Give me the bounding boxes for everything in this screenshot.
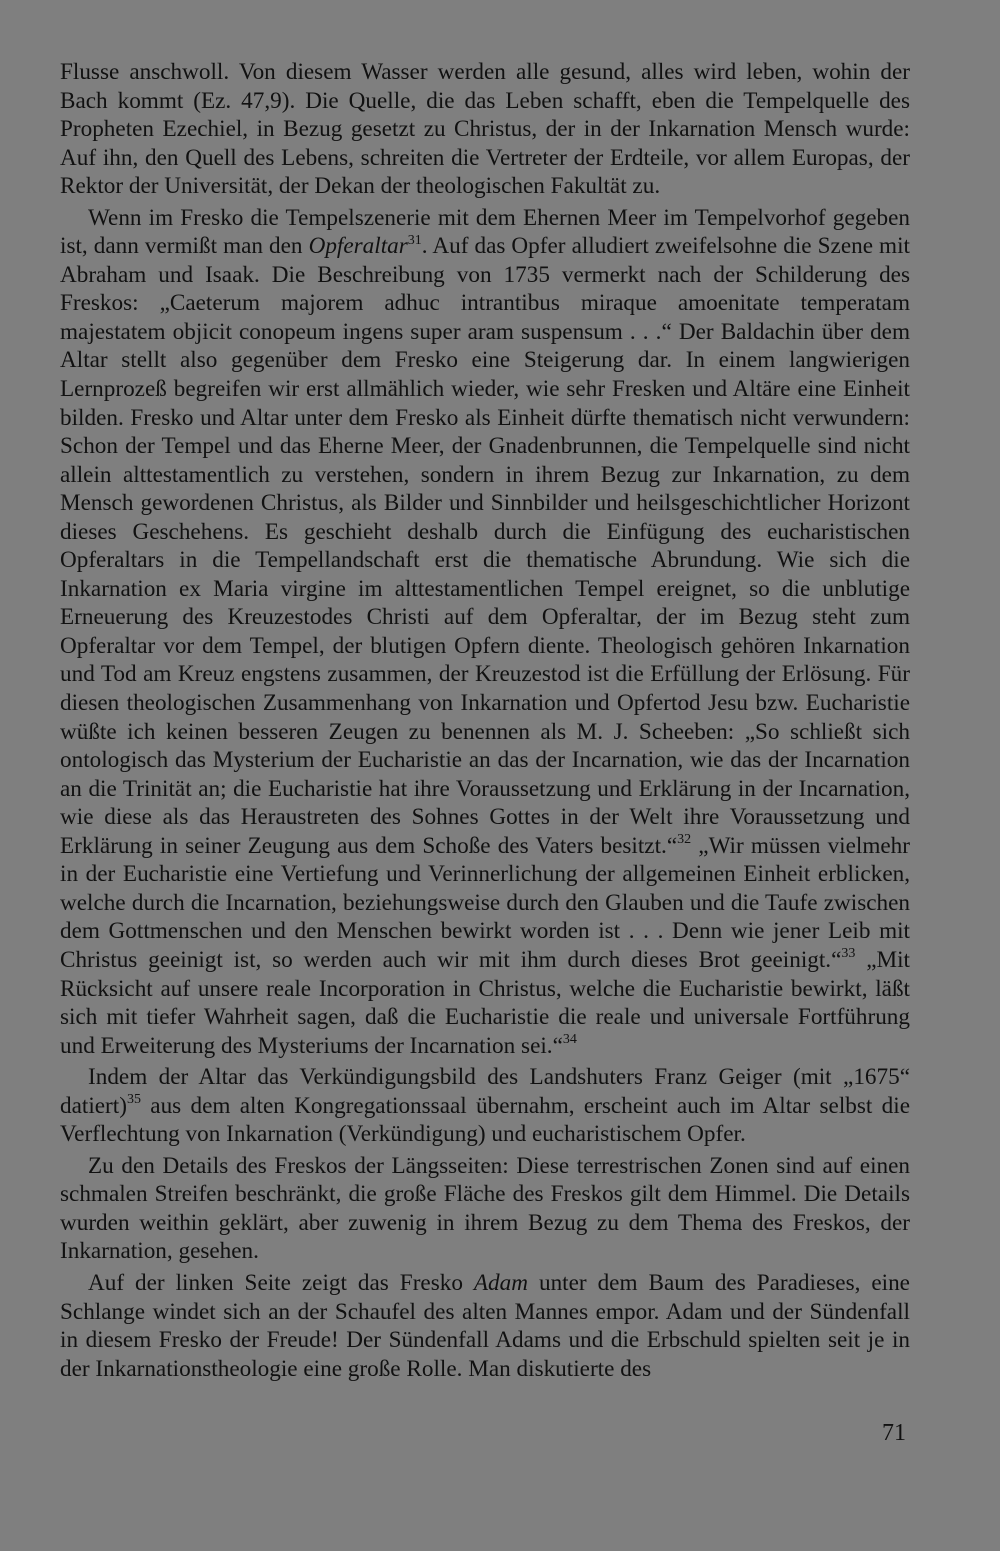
paragraph-2-text-b: . Auf das Opfer alludiert zweifelsohne die Szene mit Abraham und Isaak. Die Beschreibung von 1735 vermerkt nach der Schilderung des Freskos: „Caeterum majorem adhuc intrantibus miraque amoenitate temperatam majestatem objicit conopeum ingens super aram suspensum . . .“ Der Baldachin über dem Altar stellt also gegenüber dem Fresko eine Steigerung dar. In einem langwierigen Lernprozeß begreifen wir erst allmählich wieder, wie sehr Fresken und Altäre eine Einheit bilden. Fresko und Altar unter dem Fresko als Einheit dürfte thematisch nicht verwundern: Schon der Tempel und das Eherne Meer, der Gnadenbrunnen, die Tempelquelle sind nicht allein alttestamentlich zu verstehen, sondern in ihrem Bezug zur Inkarnation, zu dem Mensch gewordenen Christus, als Bilder und Sinnbilder und heilsgeschichtlicher Horizont dieses Geschehens. Es geschieht deshalb durch die Einfügung des eucharistischen Opferaltars in die Tempellandschaft erst die thematische Abrundung. Wie sich die Inkarnation ex Maria virgine im alttestamentlichen Tempel ereignet, so die unblutige Erneuerung des Kreuzestodes Christi auf dem Opferaltar, der im Bezug steht zum Opferaltar vor dem Tempel, der blutigen Opfern diente. Theologisch gehören Inkarnation und Tod am Kreuz engstens zusammen, der Kreuzestod ist die Erfüllung der Erlösung. Für diesen theologischen Zusammenhang von Inkarnation und Opfertod Jesu bzw. Eucharistie wüßte ich keinen besseren Zeugen zu benennen als M. J. Scheeben: „So schließt sich ontologisch das Mysterium der Eucharistie an das der Incarnation, wie das der Incarnation an die Trinität an; die Eucharistie hat ihre Voraussetzung und Erklärung in der Incarnation, wie diese als das Heraustreten des Sohnes Gottes in der Welt ihre Voraussetzung und Erklärung in seiner Zeugung aus dem Schoße des Vaters besitzt.“ — [60, 233, 910, 859]
paragraph-4 — [60, 1152, 910, 1266]
paragraph-1 — [60, 58, 910, 201]
page-body — [60, 58, 910, 1383]
page-number: 71 — [882, 1420, 906, 1446]
paragraph-5-text-b: unter dem Baum des Paradieses, eine Schlange windet sich an der Schaufel des alten Mannes empor. Adam und der Sündenfall in diesem Fresko der Freude! Der Sündenfall Adams und die Erbschuld spielten seit je in der Inkarnationstheologie eine große Rolle. Man diskutierte des — [60, 1269, 910, 1382]
paragraph-4-text: Zu den Details des Freskos der Längsseiten: Diese terrestrischen Zonen sind auf einen schmalen Streifen beschränkt, die große Fläche des Freskos gilt dem Himmel. Die Details wurden weithin geklärt, aber zuwenig in ihrem Bezug zu dem Thema des Freskos, der Inkarnation, gesehen. — [60, 1152, 910, 1265]
paragraph-2-text-c: „Wir müssen vielmehr in der Eucharistie eine Vertiefung und Verinnerlichung der allgemeinen Einheit erblicken, welche durch die Incarnation, beziehungsweise durch den Glauben und die Taufe zwischen dem Gottmenschen und den Menschen bewirkt worden ist . . . Denn wie jener Leib mit Christus geeinigt ist, so werden auch wir mit ihm durch dieses Brot geeinigt.“ — [60, 832, 910, 973]
paragraph-3 — [60, 1063, 910, 1149]
footnote-ref-35: 35 — [126, 1091, 141, 1107]
paragraph-3-text-a: Indem der Altar das Verkündigungsbild des Landshuters Franz Geiger (mit „1675“ datiert) — [60, 1064, 910, 1119]
paragraph-1-text: Flusse anschwoll. Von diesem Wasser werden alle gesund, alles wird leben, wohin der Bach kommt (Ez. 47,9). Die Quelle, die das Leben schafft, eben die Tempelquelle des Propheten Ezechiel, in Bezug gesetzt zu Christus, der in der Inkarnation Mensch wurde: Auf ihn, den Quell des Lebens, schreiten die Vertreter der Erdteile, vor allem Europas, der Rektor der Universität, der Dekan der theologischen Fakultät zu. — [60, 59, 910, 200]
emphasis-adam: Adam — [473, 1269, 528, 1296]
footnote-ref-34: 34 — [562, 1031, 577, 1047]
paragraph-2-text-d: „Mit Rücksicht auf unsere reale Incorporation in Christus, welche die Eucharistie bewirkt, läßt sich mit tiefer Wahrheit sagen, daß die Eucharistie die reale und universale Fortführung und Erweiterung des Mysteriums der Incarnation sei.“ — [60, 946, 910, 1059]
paragraph-2-text-a: Wenn im Fresko die Tempelszenerie mit dem Ehernen Meer im Tempelvorhof gegeben ist, dann vermißt man den — [60, 204, 910, 260]
paragraph-2 — [60, 204, 910, 1060]
footnote-ref-31: 31 — [407, 232, 422, 248]
paragraph-5 — [60, 1269, 910, 1383]
footnote-ref-33: 33 — [841, 946, 856, 962]
paragraph-3-text-b: aus dem alten Kongregationssaal übernahm, erscheint auch im Altar selbst die Verflechtung von Inkarnation (Verkündigung) und eucharistischem Opfer. — [60, 1092, 910, 1148]
emphasis-opferaltar: Opferaltar — [308, 233, 408, 260]
footnote-ref-32: 32 — [677, 832, 692, 848]
paragraph-5-text-a: Auf der linken Seite zeigt das Fresko — [88, 1269, 474, 1296]
